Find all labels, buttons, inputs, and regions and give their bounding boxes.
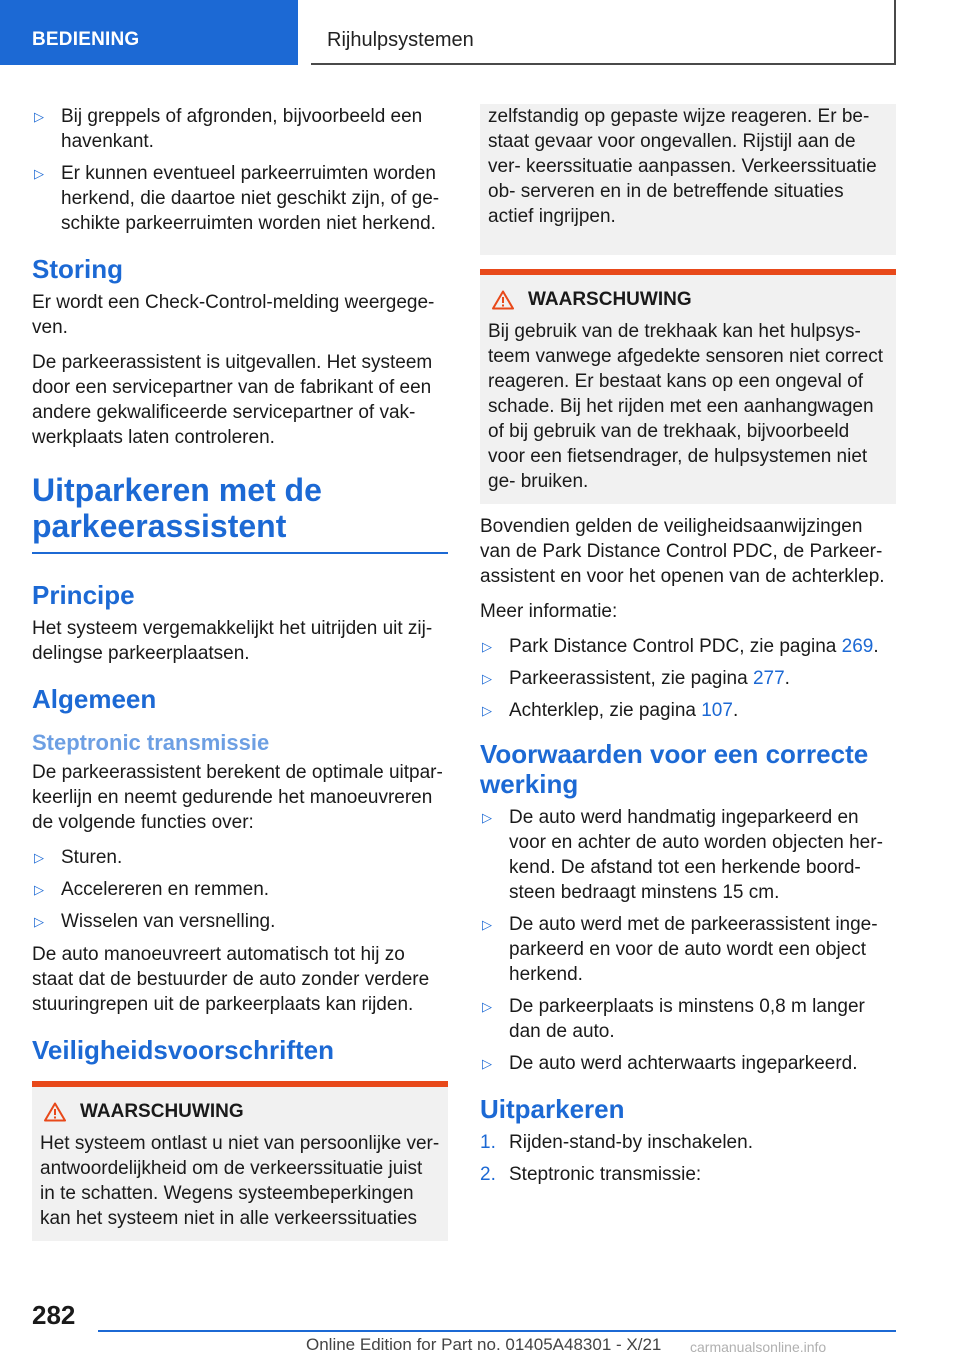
warning-title: WAARSCHUWING	[488, 289, 888, 311]
heading-veiligheidsvoorschriften: Veiligheidsvoorschriften	[32, 1035, 334, 1065]
step-number: 2.	[480, 1164, 496, 1185]
list-item: 2. Steptronic transmissie:	[480, 1164, 702, 1185]
list-item: ▷ Achterklep, zie pagina 107.	[482, 700, 739, 721]
warning-text: Het systeem ontlast u niet van persoonlijke ver‐ antwoordelijkheid om de verkeerssituatie juist in te schatten. Wegens systeembeperkingen kan het systeem niet in alle verkeerssituaties	[40, 1133, 440, 1229]
warning-box	[32, 1081, 448, 1241]
heading-storing: Storing	[32, 254, 123, 284]
triangle-bullet-icon: ▷	[482, 703, 492, 718]
list-item: ▷ De auto werd achterwaarts ingeparkeerd.	[482, 1053, 858, 1074]
page-link-277[interactable]: 277	[752, 668, 785, 689]
warning-box-continued	[480, 104, 896, 255]
list-item: 1. Rijden-stand-by inschakelen.	[480, 1132, 753, 1153]
triangle-bullet-icon: ▷	[482, 810, 492, 825]
list-item: ▷ De auto werd handmatig ingeparkeerd en voor en achter de auto worden objecten her‐ kend. De afstand tot een herkende boord‐ steen bedraagt minstens 15 cm.	[482, 807, 883, 903]
triangle-bullet-icon: ▷	[34, 109, 44, 124]
list-item: ▷ Accelereren en remmen.	[34, 879, 270, 900]
list-item: ▷ De auto werd met de parkeerassistent inge‐ parkeerd en voor de auto wordt een object herkend.	[482, 914, 878, 985]
list-item: ▷ De parkeerplaats is minstens 0,8 m langer dan de auto.	[482, 996, 865, 1042]
left-column	[32, 104, 448, 1241]
footer-watermark: carmanualsonline.info	[690, 1339, 827, 1355]
section-tab	[0, 0, 298, 65]
triangle-bullet-icon: ▷	[482, 639, 492, 654]
warning-title: WAARSCHUWING	[40, 1101, 440, 1123]
step-number: 1.	[480, 1132, 496, 1153]
section-label: BEDIENING	[32, 29, 140, 50]
heading-algemeen: Algemeen	[32, 684, 157, 714]
page-number: 282	[32, 1300, 76, 1330]
conditions-bullet-list	[480, 805, 896, 1076]
functions-bullet-list	[32, 845, 448, 934]
chapter-title	[311, 0, 896, 65]
chapter-label: Rijhulpsystemen	[327, 29, 474, 51]
heading-uitparkeren: Uitparkeren	[480, 1094, 625, 1124]
paragraph: Meer informatie:	[480, 601, 618, 622]
triangle-bullet-icon: ▷	[34, 882, 44, 897]
triangle-bullet-icon: ▷	[482, 999, 492, 1014]
warning-triangle-icon	[44, 1102, 66, 1122]
warning-box	[480, 269, 896, 504]
list-item: ▷ Park Distance Control PDC, zie pagina 269.	[482, 636, 879, 657]
triangle-bullet-icon: ▷	[482, 1056, 492, 1071]
steps-list	[480, 1130, 896, 1187]
paragraph: De parkeerassistent is uitgevallen. Het systeem door een servicepartner van de fabrikant of een andere gekwalificeerde servicepartner of vak‐ werkplaats laten controleren.	[32, 352, 433, 448]
page-link-107[interactable]: 107	[701, 700, 733, 721]
warning-triangle-icon	[492, 290, 514, 310]
triangle-bullet-icon: ▷	[34, 850, 44, 865]
heading-voorwaarden: Voorwaarden voor een correcte werking	[480, 739, 869, 799]
list-item: ▷ Er kunnen eventueel parkeerruimten worden herkend, die daartoe niet geschikt zijn, of ge‐ schikte parkeerruimten worden niet herkend.	[34, 163, 440, 234]
triangle-bullet-icon: ▷	[482, 671, 492, 686]
paragraph: Bovendien gelden de veiligheidsaanwijzingen van de Park Distance Control PDC, de Parkeer‐ assistent en voor het openen van de achterklep.	[480, 516, 885, 587]
warning-text-continued: zelfstandig op gepaste wijze reageren. Er be‐ staat gevaar voor ongevallen. Rijstijl aan de ver‐ keerssituatie aanpassen. Verkeerssituatie ob‐ serveren en in de betreffende situaties actief ingrijpen.	[488, 106, 877, 227]
list-item: ▷ Wisselen van versnelling.	[34, 911, 276, 932]
triangle-bullet-icon: ▷	[34, 914, 44, 929]
paragraph: Het systeem vergemakkelijkt het uitrijden uit zij‐ delingse parkeerplaatsen.	[32, 618, 433, 664]
paragraph: De parkeerassistent berekent de optimale uitpar‐ keerlijn en neemt gedurende het manoeuvreren de volgende functies over:	[32, 762, 443, 833]
triangle-bullet-icon: ▷	[482, 917, 492, 932]
triangle-bullet-icon: ▷	[34, 166, 44, 181]
warning-text: Bij gebruik van de trekhaak kan het hulpsys‐ teem vanwege afgedekte sensoren niet correct reageren. Er bestaat kans op een ongeval of schade. Bij het rijden met een aanhangwagen of bij gebruik van de trekhaak, bijvoorbeeld voor een fietsendrager, de hulpsystemen niet ge‐ bruiken.	[488, 321, 884, 492]
heading-uitparkeren-met-de-parkeerassistent: Uitparkeren met de parkeerassistent	[32, 472, 448, 554]
heading-steptronic-transmissie: Steptronic transmissie	[32, 730, 270, 755]
paragraph: Er wordt een Check-Control-melding weergege‐ ven.	[32, 292, 435, 338]
footer-divider	[98, 1330, 896, 1332]
page-link-269[interactable]: 269	[841, 636, 874, 657]
list-item: ▷ Parkeerassistent, zie pagina 277.	[482, 668, 790, 689]
paragraph: De auto manoeuvreert automatisch tot hij zo staat dat de bestuurder de auto zonder verdere stuuringrepen uit de parkeerplaats kan rijden.	[32, 944, 430, 1015]
right-column	[480, 104, 896, 1194]
list-item: ▷ Bij greppels of afgronden, bijvoorbeeld een havenkant.	[34, 106, 423, 152]
intro-bullet-list	[32, 104, 448, 236]
footer-edition: Online Edition for Part no. 01405A48301 - X/21	[306, 1335, 662, 1354]
reference-list	[480, 634, 896, 723]
heading-principe: Principe	[32, 580, 135, 610]
list-item: ▷ Sturen.	[34, 847, 123, 868]
